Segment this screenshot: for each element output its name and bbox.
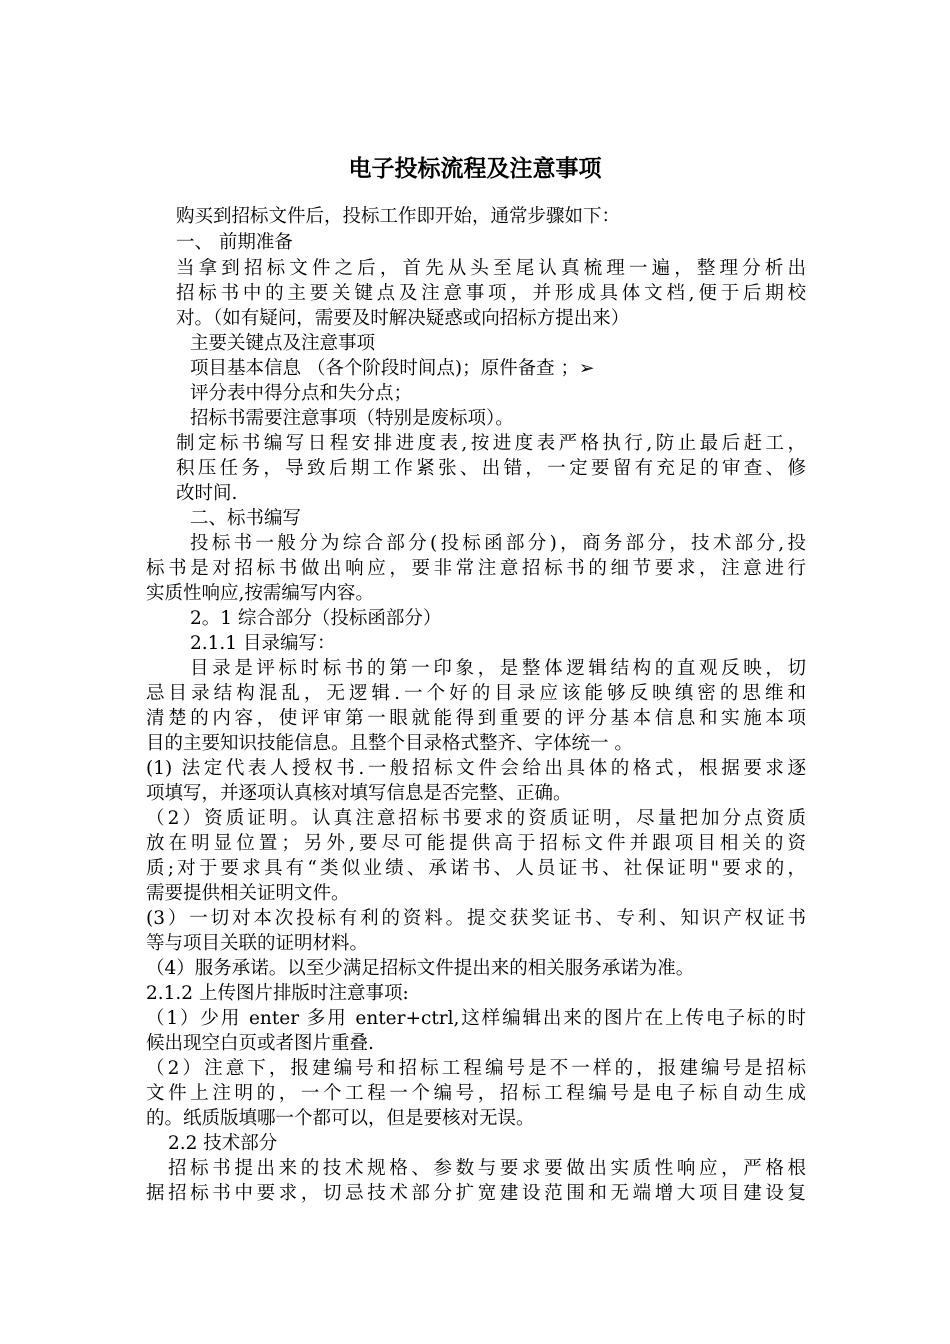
body-line: 项目基本信息 （各个阶段时间点)；原件备查 ；➢: [190, 358, 595, 379]
body-line: （2）资质证明。认真注意招标书要求的资质证明，尽量把加分点资质: [146, 808, 806, 829]
body-line: 主要关键点及注意事项: [190, 333, 376, 354]
body-line: 购买到招标文件后，投标工作即开始，通常步骤如下：: [176, 206, 621, 227]
body-line: 评分表中得分点和失分点；: [190, 383, 413, 404]
body-line: 项填写，并逐项认真核对填写信息是否完整、正确。: [146, 783, 572, 804]
body-line: 清楚的内容，使评审第一眼就能得到重要的评分基本信息和实施本项: [146, 708, 806, 729]
body-line: （2）注意下，报建编号和招标工程编号是不一样的，报建编号是招标: [146, 1058, 806, 1079]
body-line: 投标书一般分为综合部分(投标函部分)，商务部分，技术部分,投: [190, 533, 806, 554]
body-line: 招标书提出来的技术规格、参数与要求要做出实质性响应，严格根: [168, 1158, 806, 1179]
body-line: 2.1.1 目录编写：: [190, 633, 336, 654]
body-line: 对。（如有疑问，需要及时解决疑惑或向招标方提出来）: [176, 308, 630, 329]
body-line: 等与项目关联的证明材料。: [146, 933, 369, 954]
body-line: 目的主要知识技能信息。且整个目录格式整齐、字体统一 。: [146, 733, 633, 754]
body-line: (1) 法定代表人授权书.一般招标文件会给出具体的格式，根据要求逐: [146, 758, 806, 779]
body-line: 目录是评标时标书的第一印象，是整体逻辑结构的直观反映，切: [190, 658, 806, 679]
body-line: 积压任务，导致后期工作紧张、出错，一定要留有充足的审查、修: [176, 458, 806, 479]
body-line: 质;对于要求具有“类似业绩、承诺书、人员证书、社保证明"要求的，: [146, 858, 806, 879]
body-line: 招标书中的主要关键点及注意事项，并形成具体文档,便于后期校: [176, 283, 806, 304]
body-line: 招标书需要注意事项（特别是废标项）。: [190, 408, 514, 429]
body-line: 改时间.: [176, 483, 238, 504]
body-line: 2。1 综合部分（投标函部分）: [190, 608, 442, 629]
body-line: （4）服务承诺。以至少满足招标文件提出来的相关服务承诺为准。: [146, 958, 695, 979]
body-line: 的。纸质版填哪一个都可以，但是要核对无误。: [146, 1108, 535, 1129]
body-line: 候出现空白页或者图片重叠.: [146, 1033, 374, 1054]
body-line: （1）少用 enter 多用 enter+ctrl,这样编辑出来的图片在上传电子标的时: [146, 1008, 806, 1029]
body-line: 据招标书中要求，切忌技术部分扩宽建设范围和无端增大项目建设复: [146, 1183, 806, 1204]
body-line: 标书是对招标书做出响应，要非常注意招标书的细节要求，注意进行: [146, 558, 806, 579]
body-line: 需要提供相关证明文件。: [146, 883, 350, 904]
document-title: 电子投标流程及注意事项: [348, 155, 602, 182]
body-line: 实质性响应,按需编写内容。: [146, 583, 374, 604]
body-line: 2.1.2 上传图片排版时注意事项:: [146, 983, 409, 1004]
body-line: 一、 前期准备: [176, 232, 293, 253]
body-line: 当拿到招标文件之后，首先从头至尾认真梳理一遍，整理分析出: [176, 258, 806, 279]
body-line: 二、标书编写: [190, 508, 302, 529]
body-line: 制定标书编写日程安排进度表,按进度表严格执行,防止最后赶工，: [176, 433, 806, 454]
body-line: 2.2 技术部分: [168, 1133, 278, 1154]
body-line: 忌目录结构混乱，无逻辑.一个好的目录应该能够反映缜密的思维和: [146, 683, 806, 704]
body-line: 文件上注明的，一个工程一个编号，招标工程编号是电子标自动生成: [146, 1083, 806, 1104]
body-line: 放在明显位置；另外,要尽可能提供高于招标文件并跟项目相关的资: [146, 833, 806, 854]
body-line: (3）一切对本次投标有利的资料。提交获奖证书、专利、知识产权证书: [146, 908, 806, 929]
